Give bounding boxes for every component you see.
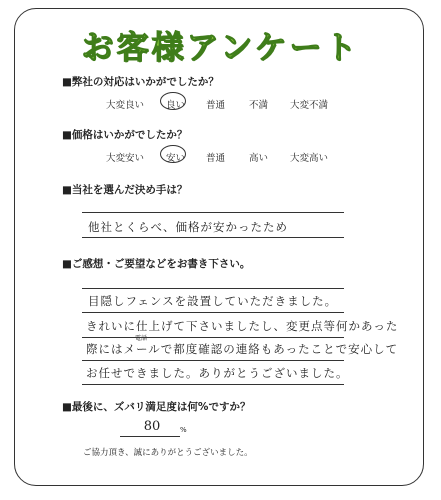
option-service-2: 普通: [206, 100, 226, 111]
thanks-message: ご協力頂き、誠にありがとうございました。: [83, 448, 253, 458]
option-service-0: 大変良い: [106, 100, 145, 111]
answer-line: [82, 360, 344, 361]
option-service-4: 大変不満: [290, 100, 329, 111]
answer-line: [82, 384, 344, 385]
option-price-4: 大変高い: [290, 153, 329, 164]
answer-reason: 他社とくらべ、価格が安かったため: [88, 220, 288, 234]
question-price: ■価格はいかがでしたか？: [62, 129, 188, 141]
answer-line: [82, 237, 344, 238]
satisfaction-unit: %: [180, 426, 187, 434]
question-reason: ■当社を選んだ決め手は？: [62, 184, 188, 196]
comment-line-2: きれいに仕上げて下さいましたし、変更点等何かあった: [86, 319, 399, 333]
answer-line: [82, 312, 344, 313]
answer-line: [82, 337, 344, 338]
comment-line-1: 目隠しフェンスを設置していただきました。: [88, 294, 338, 308]
option-price-1: 安い: [166, 153, 186, 164]
answer-line: [82, 212, 344, 213]
comment-line-4: お任せできました。ありがとうございました。: [86, 366, 349, 380]
option-price-2: 普通: [206, 153, 226, 164]
question-comments: ■ご感想・ご要望などをお書き下さい。: [62, 258, 251, 270]
comment-note: 電話: [135, 335, 148, 342]
selected-circle-service: [160, 92, 186, 110]
option-price-3: 高い: [249, 153, 269, 164]
option-price-0: 大変安い: [106, 153, 145, 164]
question-satisfaction: ■最後に、ズバリ満足度は何%ですか？: [62, 401, 251, 413]
selected-circle-price: [160, 145, 186, 163]
satisfaction-line: [120, 436, 180, 437]
option-service-1: 良い: [166, 100, 186, 111]
survey-title: お客様アンケート: [81, 28, 360, 66]
comment-line-3: 際にはメールで都度確認の連絡もあったことで安心して: [86, 342, 399, 356]
answer-line: [82, 288, 344, 289]
question-service: ■弊社の対応はいかがでしたか？: [62, 76, 219, 88]
option-service-3: 不満: [249, 100, 269, 111]
satisfaction-value: 80: [143, 419, 161, 434]
